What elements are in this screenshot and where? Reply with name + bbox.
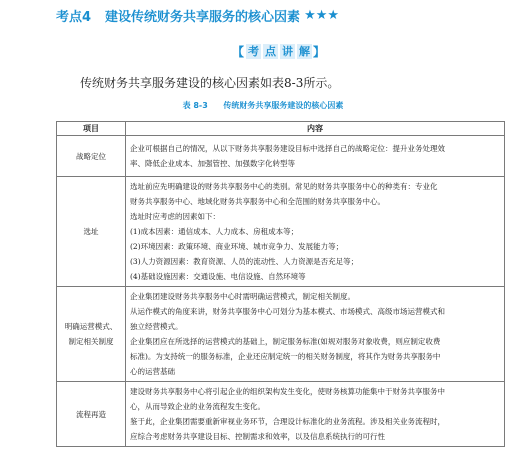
section-heading [0,0,526,30]
row-content: 企业可根据自己的情况，从以下财务共享服务建设目标中选择自己的战略定位：提升业务处理效 率、降低企业成本、加强管控、加强数字化转型等 [126,136,505,177]
table-row [57,177,505,287]
table-caption [0,100,526,111]
row-item: 流程再造 [57,382,126,447]
row-content: 企业集团建设财务共享服务中心时需明确运营模式，制定相关制度。 从运作模式的角度来讲，财务共享服务中心可划分为基本模式、市场模式、高级市场运营模式和 独立经营模式。 企业集团应在所选择的运营模式的基础上，制定服务标准(如规对服务对象收费，则应制定收费 标准)。为支持统一的服务标准，企业还应制定统一的相关财务制度，将其作为财务共享服务中 心的运营基础 [126,287,505,382]
intro-paragraph: 传统财务共享服务建设的核心因素如表8-3所示。 [80,76,340,90]
header-content: 内容 [126,122,505,136]
table-row [57,136,505,177]
row-content: 选址前应先明确建设的财务共享服务中心的类别。常见的财务共享服务中心的种类有：专业化 财务共享服务中心、地域化财务共享服务中心和全范围的财务共享服务中心。 选址时应考虑的因素如下： (1)成本因素：通信成本、人力成本、房租成本等； (2)环境因素：政策环境、商业环境、城市竞争力、发展能力等； (3)人力资源因素：教育资源、人员的流动性、人力资源是否充足等； (4)基础设施因素：交通设施、电信设施、自然环境等 [126,177,505,287]
banner-char: 点 [265,45,277,58]
importance-stars: ★★★ [304,7,340,23]
banner-char: 讲 [282,45,294,58]
table-number: 表 8-3 [182,101,208,110]
banner-char: 解 [299,45,311,58]
header-item: 项目 [57,122,126,136]
section-title: 建设传统财务共享服务的核心因素 [105,9,301,25]
row-item: 明确运营模式、 制定相关制度 [57,287,126,382]
explanation-banner: 【 考 点 讲 解 】 [232,45,327,59]
table-row [57,382,505,447]
table-row [57,287,505,382]
table-header-row [57,122,505,136]
factors-table [56,121,505,447]
row-item: 战略定位 [57,136,126,177]
point-number: 考点4 [56,9,92,25]
row-item: 选址 [57,177,126,287]
row-content: 建设财务共享服务中心将引起企业的组织架构发生变化，使财务核算功能集中于财务共享服务中 心，从而导致企业的业务流程发生变化。 鉴于此，企业集团需要重新审视业务环节，合理设计标准化的业务流程。涉及相关业务流程时， 应综合考虑财务共享建设目标、控制需求和效率，以及信息系统执行的可行性 [126,382,505,447]
table-title: 传统财务共享服务建设的核心因素 [223,101,344,110]
banner-char: 考 [248,45,260,58]
